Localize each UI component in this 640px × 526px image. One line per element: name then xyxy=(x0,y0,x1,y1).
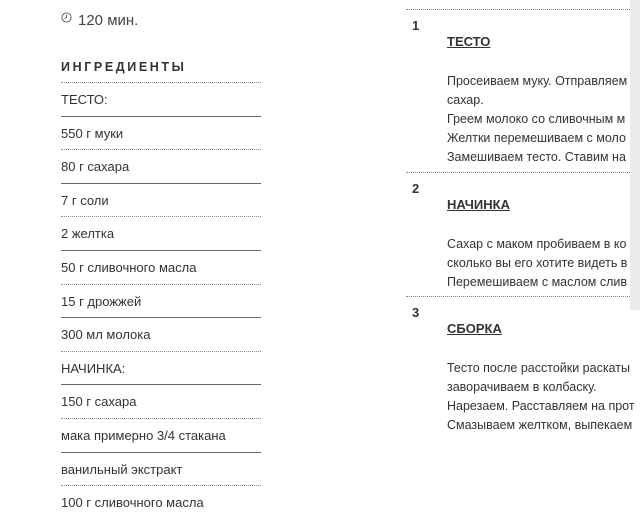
step-line: сколько вы его хотите видеть в xyxy=(447,256,628,270)
ingredient-item: мака примерно 3/4 стакана xyxy=(61,418,261,452)
step-title: ТЕСТО xyxy=(447,34,491,49)
step-line: сахар. xyxy=(447,93,484,107)
step-line: Перемешиваем с маслом слив xyxy=(447,275,628,289)
ingredient-item: 7 г соли xyxy=(61,183,261,217)
cooking-time xyxy=(61,12,138,29)
step-number: 1 xyxy=(412,18,420,33)
step-text xyxy=(447,359,640,435)
ingredient-item: 550 г муки xyxy=(61,116,261,150)
ingredient-item: НАЧИНКА: xyxy=(61,351,261,385)
ingredient-item: 15 г дрожжей xyxy=(61,284,261,318)
step-line: Сахар с маком пробиваем в ко xyxy=(447,237,627,251)
step-title: НАЧИНКА xyxy=(447,197,510,212)
ingredients-list xyxy=(61,82,261,519)
step-number: 3 xyxy=(412,305,420,320)
ingredients-title: ИНГРЕДИЕНТЫ xyxy=(61,60,187,74)
step-title: СБОРКА xyxy=(447,321,502,336)
step-line: заворачиваем в колбаску. xyxy=(447,380,597,394)
step-3 xyxy=(406,296,640,432)
cooking-time-text: 120 мин. xyxy=(78,12,139,29)
step-number: 2 xyxy=(412,181,420,196)
ingredient-item: 50 г сливочного масла xyxy=(61,250,261,284)
step-line: Греем молоко со сливочным м xyxy=(447,112,626,126)
step-line: Нарезаем. Расставляем на прот xyxy=(447,399,635,413)
step-1 xyxy=(406,9,640,164)
scrollbar[interactable] xyxy=(630,0,640,310)
clock-icon xyxy=(61,12,72,23)
ingredient-item: 80 г сахара xyxy=(61,149,261,183)
ingredient-item: ТЕСТО: xyxy=(61,82,261,116)
step-line: Замешиваем тесто. Ставим на xyxy=(447,150,626,164)
ingredient-item: 2 желтка xyxy=(61,216,261,250)
step-line: Тесто после расстойки раскаты xyxy=(447,361,630,375)
step-line: Смазываем желтком, выпекаем xyxy=(447,418,633,432)
step-text xyxy=(447,235,640,292)
ingredient-item: 150 г сахара xyxy=(61,384,261,418)
ingredient-item: 100 г сливочного масла xyxy=(61,485,261,519)
ingredient-item: 300 мл молока xyxy=(61,317,261,351)
step-line: Желтки перемешиваем с моло xyxy=(447,131,626,145)
step-2 xyxy=(406,172,640,289)
step-line: Просеиваем муку. Отправляем xyxy=(447,74,628,88)
steps-panel xyxy=(406,0,640,526)
ingredient-item: ванильный экстракт xyxy=(61,452,261,486)
step-text xyxy=(447,72,640,167)
